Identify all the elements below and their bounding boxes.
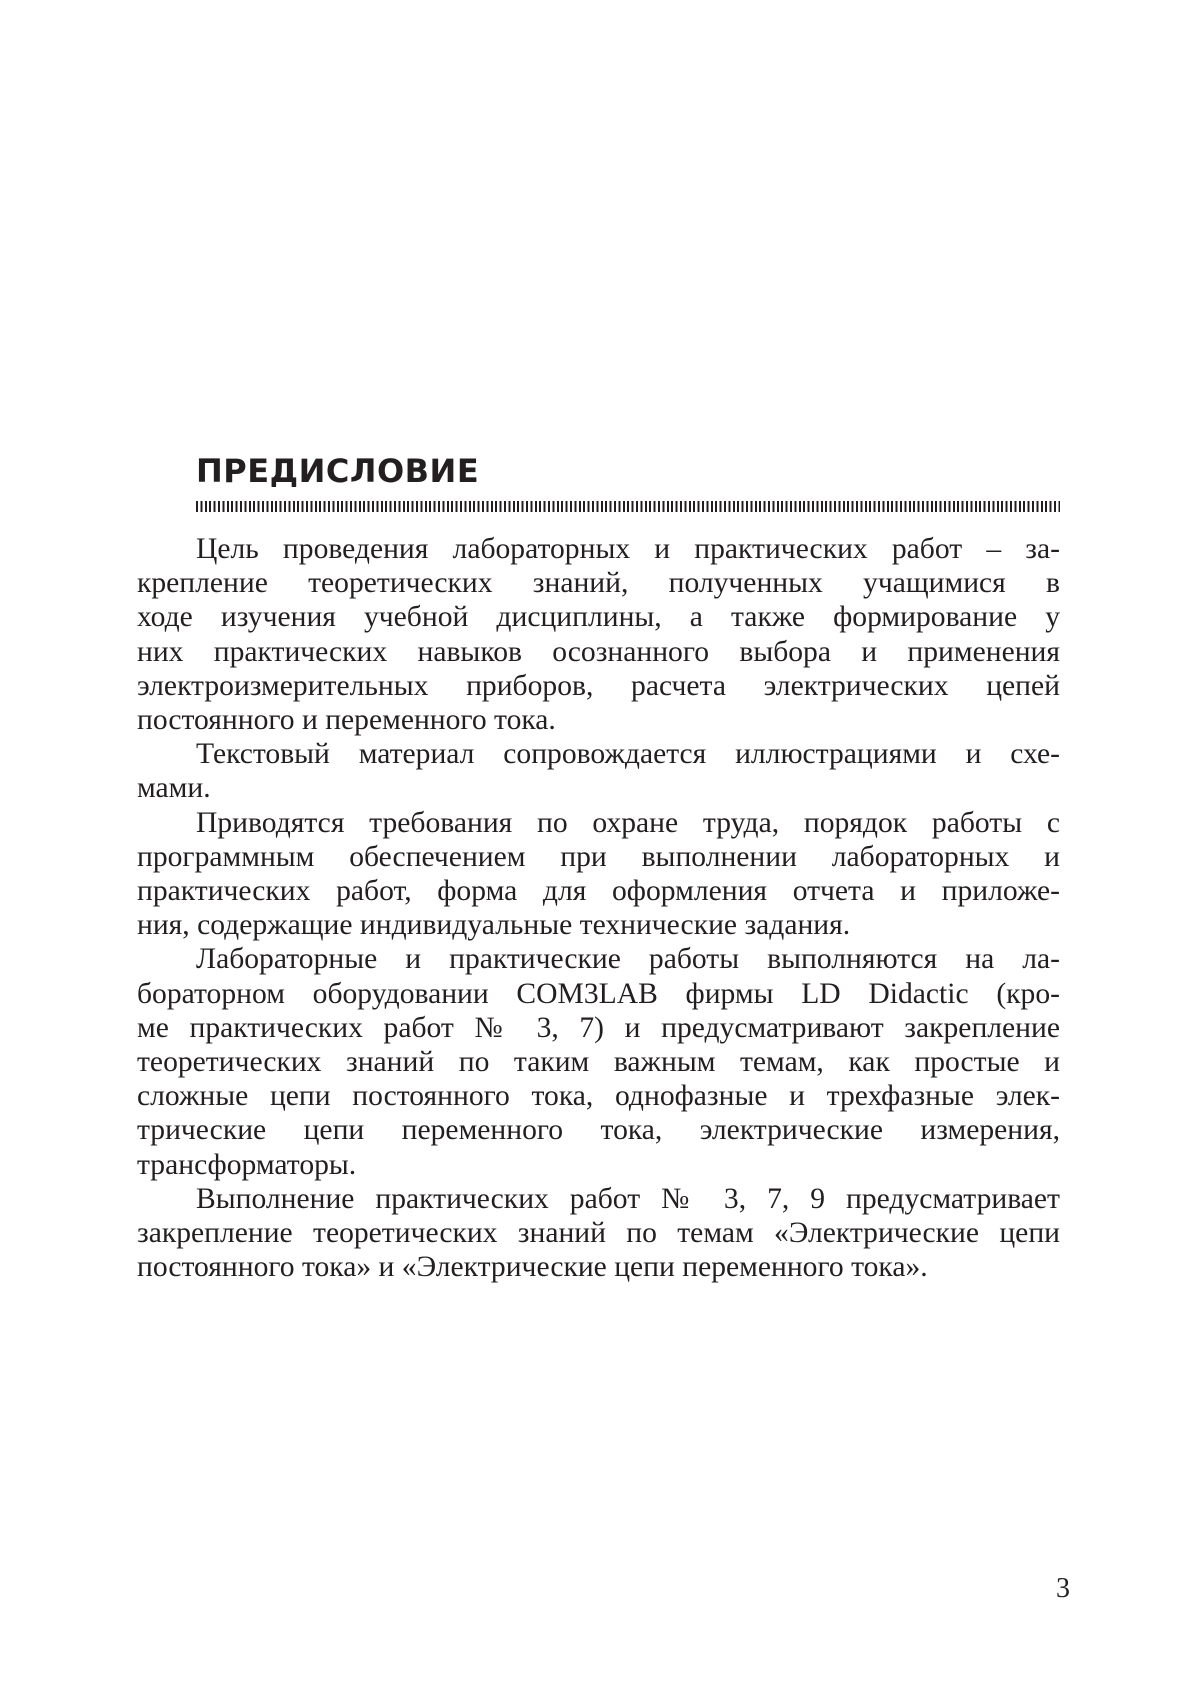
text-line: них практических навыков осознанного выбора и применения xyxy=(137,635,1060,668)
text-line: мами. xyxy=(137,772,211,805)
text-line: постоянного и переменного тока. xyxy=(137,704,556,737)
text-line: Текстовый материал сопровождается иллюстрациями и схе- xyxy=(196,738,1060,771)
text-line: практических работ, форма для оформления отчета и приложе- xyxy=(137,875,1060,908)
page-number: 3 xyxy=(1056,1573,1070,1604)
text-line: Цель проведения лабораторных и практических работ – за- xyxy=(196,533,1060,565)
text-line: Приводятся требования по охране труда, порядок работы с xyxy=(196,806,1060,839)
paragraph-3 xyxy=(137,806,1060,943)
text-line: трические цепи переменного тока, электрические измерения, xyxy=(137,1114,1060,1147)
text-line: Выполнение практических работ № 3, 7, 9 предусматривает xyxy=(196,1182,1060,1215)
page-heading: ПРЕДИСЛОВИЕ xyxy=(196,452,480,490)
text-line: закрепление теоретических знаний по темам «Электрические цепи xyxy=(137,1217,1060,1250)
text-line: ме практических работ № 3, 7) и предусматривают закрепление xyxy=(137,1011,1060,1044)
text-line: ходе изучения учебной дисциплины, а также формирование у xyxy=(137,601,1060,634)
text-line: сложные цепи постоянного тока, однофазные и трехфазные элек- xyxy=(137,1080,1060,1113)
heading-divider xyxy=(196,501,1060,512)
text-line: бораторном оборудовании COM3LAB фирмы LD Didactic (кро- xyxy=(137,977,1060,1010)
text-line: крепление теоретических знаний, полученных учащимися в xyxy=(137,567,1060,600)
paragraph-2 xyxy=(137,737,1060,805)
paragraph-1 xyxy=(137,532,1060,737)
text-line: трансформаторы. xyxy=(137,1148,357,1181)
paragraph-5 xyxy=(137,1182,1060,1285)
text-line: постоянного тока» и «Электрические цепи переменного тока». xyxy=(137,1251,928,1284)
text-line: Лабораторные и практические работы выполняются на ла- xyxy=(196,943,1060,976)
body-text xyxy=(137,532,1060,1284)
text-line: программным обеспечением при выполнении лабораторных и xyxy=(137,840,1060,873)
paragraph-4 xyxy=(137,942,1060,1181)
text-line: электроизмерительных приборов, расчета электрических цепей xyxy=(137,669,1060,702)
text-line: теоретических знаний по таким важным темам, как простые и xyxy=(137,1046,1060,1079)
text-line: ния, содержащие индивидуальные технические задания. xyxy=(137,909,851,942)
